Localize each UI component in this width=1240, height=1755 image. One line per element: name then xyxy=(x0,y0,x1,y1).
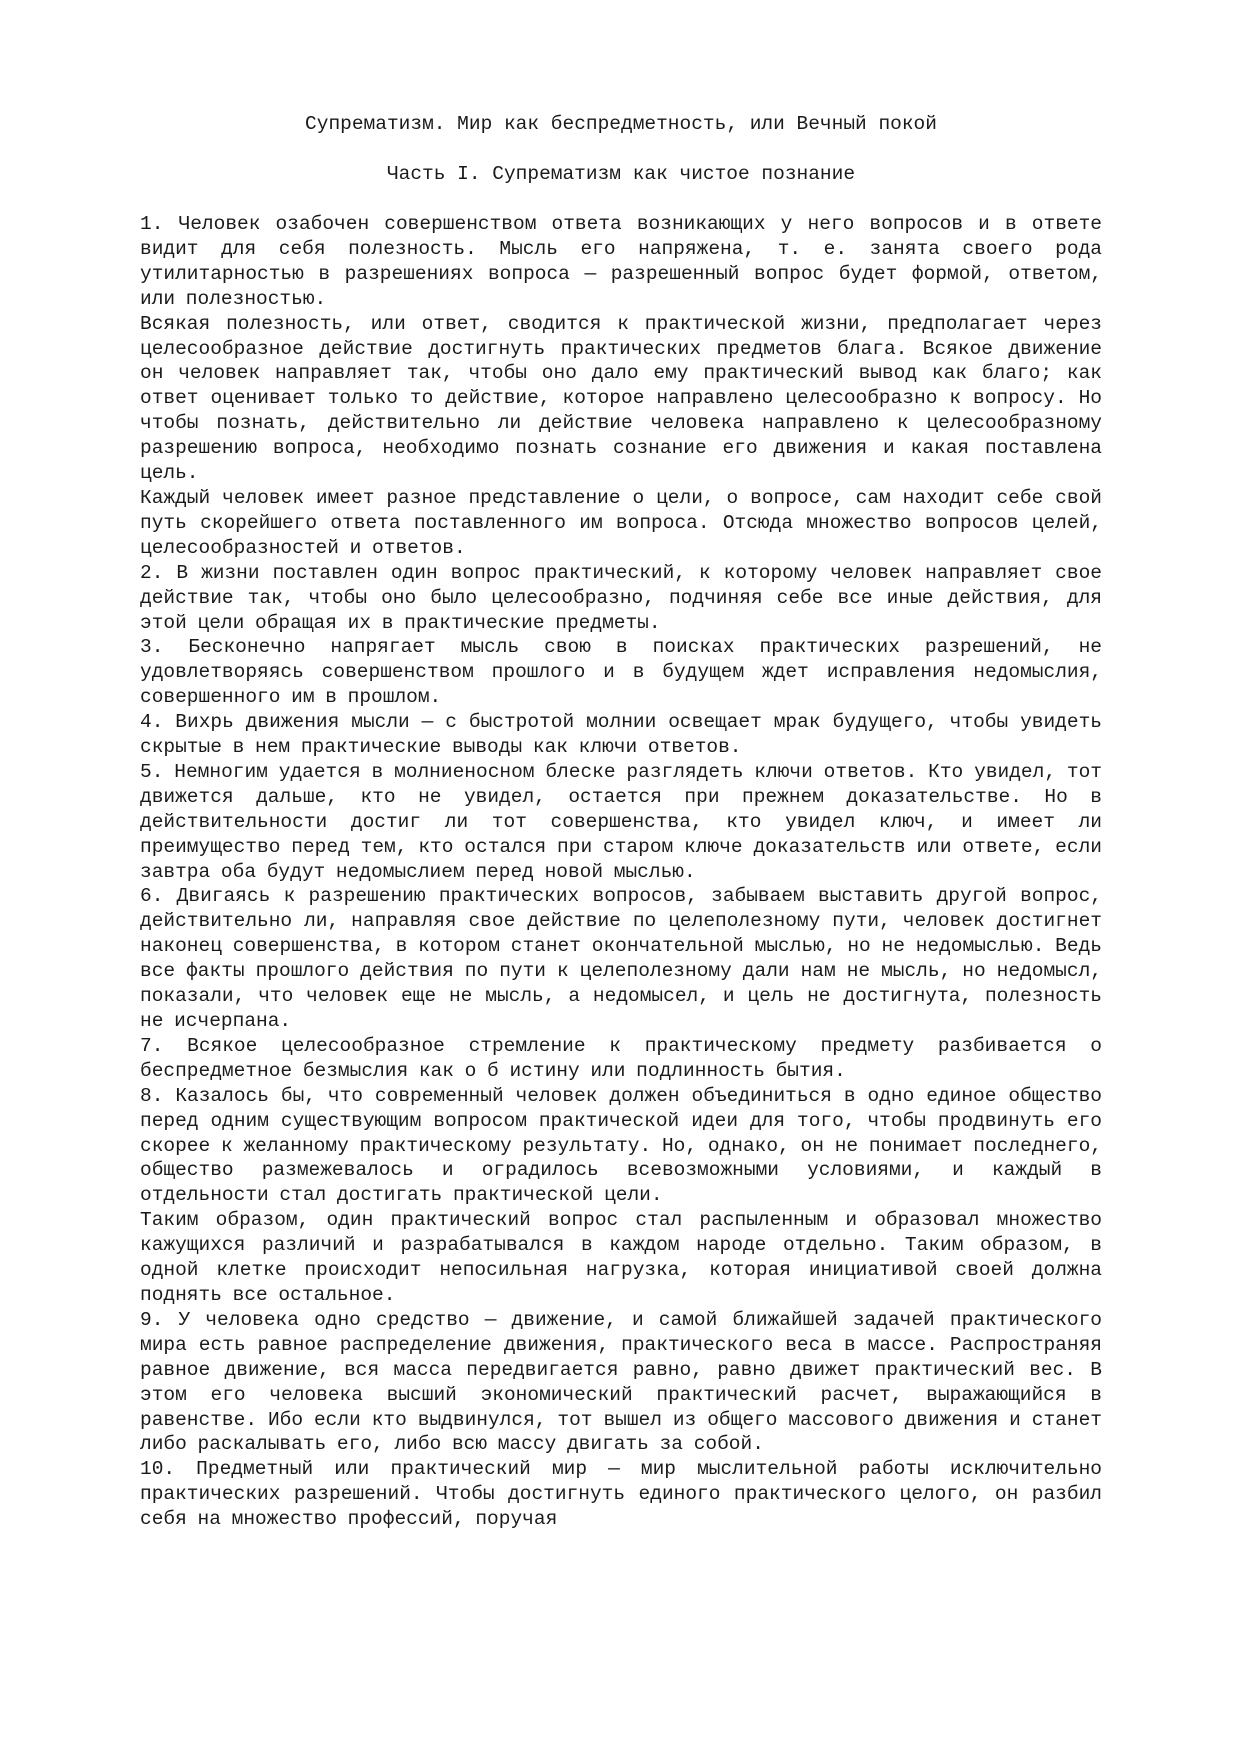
paragraph: 5. Немногим удается в молниеносном блеске разглядеть ключи ответов. Кто увидел, тот движется дальше, кто не увидел, остается при прежнем доказательстве. Но в действительности достиг ли тот совершенства, кто увидел ключ, и имеет ли преимущество перед тем, кто остался при старом ключе доказательств или ответе, если завтра оба будут недомыслием перед новой мыслью. xyxy=(140,760,1102,883)
paragraph: 2. В жизни поставлен один вопрос практический, к которому человек направляет свое действие так, чтобы оно было целесообразно, подчиняя себе все иные действия, для этой цели обращая их в практические предметы. xyxy=(140,561,1102,634)
paragraph: Таким образом, один практический вопрос стал распыленным и образовал множество кажущихся различий и разрабатывался в каждом народе отдельно. Таким образом, в одной клетке происходит непосильная нагрузка, которая инициативой своей должна поднять все остальное. xyxy=(140,1209,1102,1306)
document-subtitle: Часть I. Супрематизм как чистое познание xyxy=(386,163,856,185)
paragraph: Всякая полезность, или ответ, сводится к практической жизни, предполагает через целесообразное действие достигнуть практических предметов блага. Всякое движение он человек направляет так, чтобы оно дало ему практический вывод как благо; как ответ оценивает только то действие, которое направлено целесообразно к вопросу. Но чтобы познать, действительно ли действие человека направлено к целесообразному разрешению вопроса, необходимо познать сознание его движения и какая поставлена цель. xyxy=(140,312,1102,485)
paragraph: 10. Предметный или практический мир — мир мыслительной работы исключительно практических разрешений. Чтобы достигнуть единого практического целого, он разбил себя на множество профессий, поручая xyxy=(140,1458,1102,1531)
document-title: Супрематизм. Мир как беспредметность, или Вечный покой xyxy=(305,113,937,135)
paragraph: 8. Казалось бы, что современный человек должен объединиться в одно единое общество перед одним существующим вопросом практической идеи для того, чтобы продвинуть его скорее к желанному практическому результату. Но, однако, он не понимает последнего, общество размежевалось и оградилось всевозможными условиями, и каждый в отдельности стал достигать практической цели. xyxy=(140,1084,1102,1207)
document-body xyxy=(140,212,1102,1532)
paragraph: Каждый человек имеет разное представление о цели, о вопросе, сам находит себе свой путь скорейшего ответа поставленного им вопроса. Отсюда множество вопросов целей, целесообразностей и ответов. xyxy=(140,486,1102,559)
paragraph: 7. Всякое целесообразное стремление к практическому предмету разбивается о беспредметное безмыслия как о б истину или подлинность бытия. xyxy=(140,1034,1102,1082)
paragraph: 9. У человека одно средство — движение, и самой ближайшей задачей практического мира есть равное распределение движения, практического веса в массе. Распространяя равное движение, вся масса передвигается равно, равно движет практический вес. В этом его человека высший экономический практический расчет, выражающийся в равенстве. Ибо если кто выдвинулся, тот вышел из общего массового движения и станет либо раскалывать его, либо всю массу двигать за собой. xyxy=(140,1308,1102,1456)
paragraph: 4. Вихрь движения мысли — с быстротой молнии освещает мрак будущего, чтобы увидеть скрытые в нем практические выводы как ключи ответов. xyxy=(140,711,1102,759)
document-page xyxy=(140,112,1102,1532)
paragraph: 1. Человек озабочен совершенством ответа возникающих у него вопросов и в ответе видит для себя полезность. Мысль его напряжена, т. е. занята своего рода утилитарностью в разрешениях вопроса — разрешенный вопрос будет формой, ответом, или полезностью. xyxy=(140,213,1102,310)
paragraph: 6. Двигаясь к разрешению практических вопросов, забываем выставить другой вопрос, действительно ли, направляя свое действие по целеполезному пути, человек достигнет наконец совершенства, в котором станет окончательной мыслью, но не недомыслью. Ведь все факты прошлого действия по пути к целеполезному дали нам не мысль, но недомысл, показали, что человек еще не мысль, а недомысел, и цель не достигнута, полезность не исчерпана. xyxy=(140,885,1102,1032)
paragraph: 3. Бесконечно напрягает мысль свою в поисках практических разрешений, не удовлетворяясь совершенством прошлого и в будущем ждет исправления недомыслия, совершенного им в прошлом. xyxy=(140,636,1102,709)
